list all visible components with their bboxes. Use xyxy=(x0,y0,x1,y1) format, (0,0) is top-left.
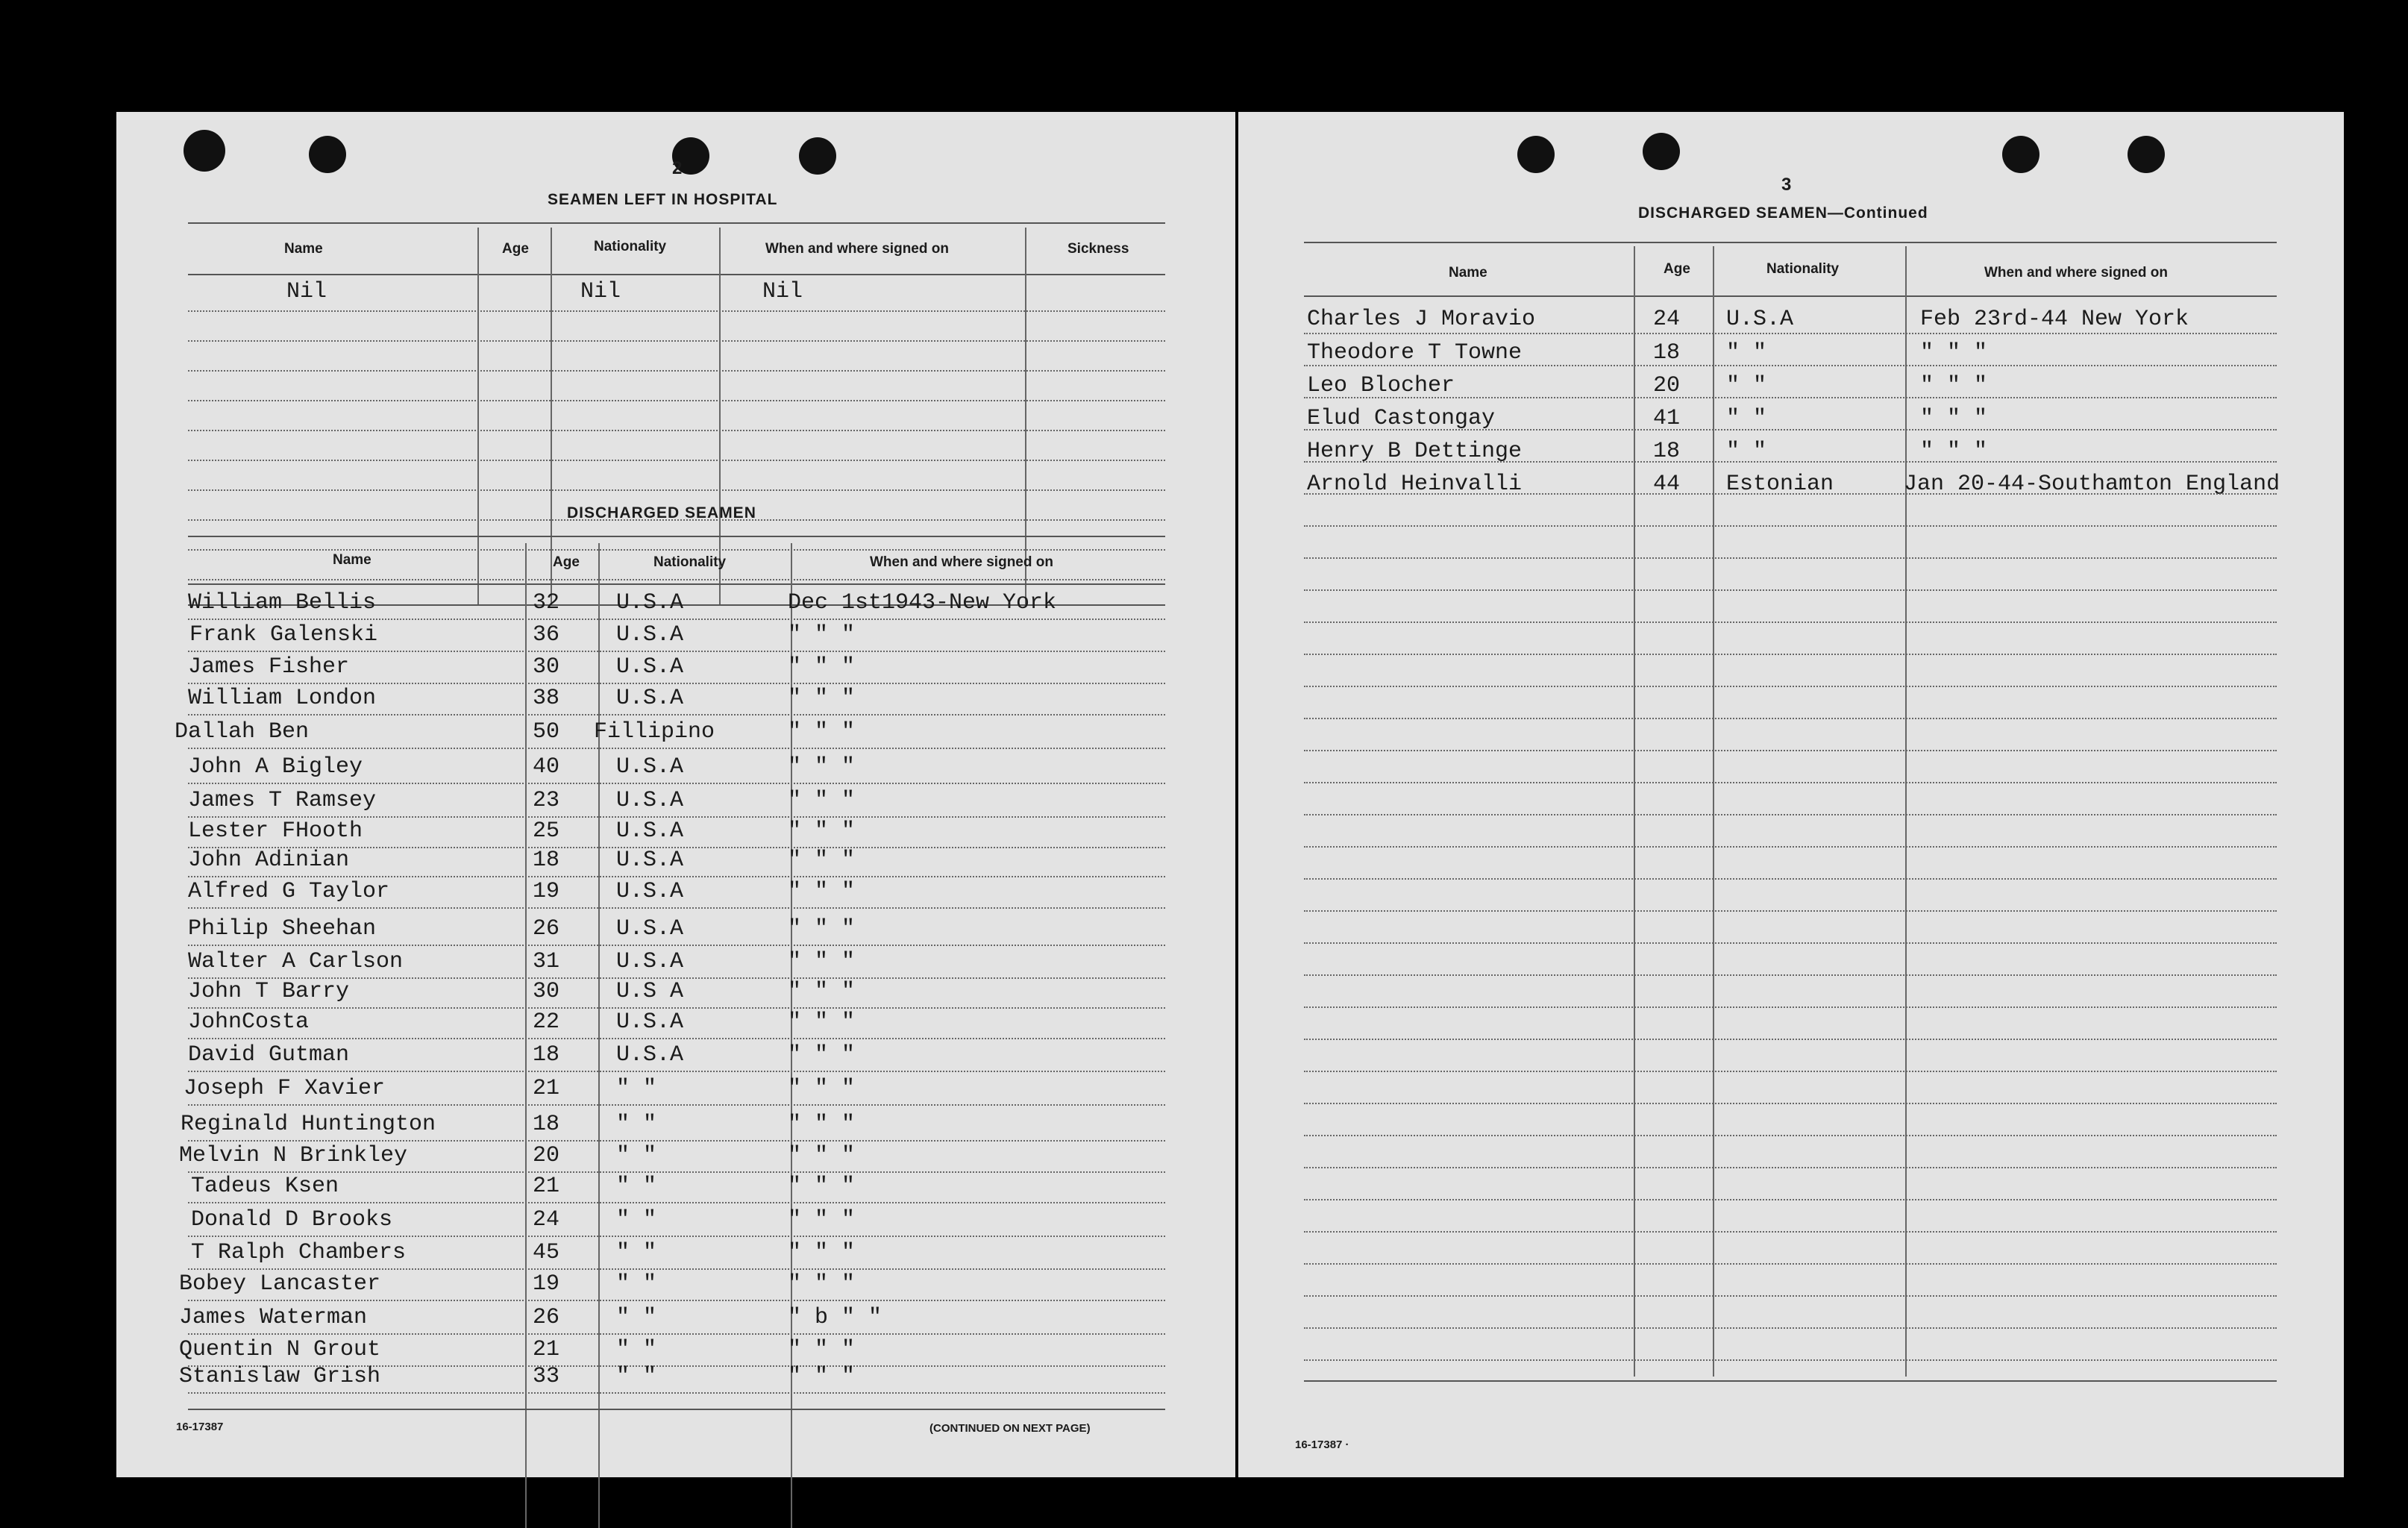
seaman-name: T Ralph Chambers xyxy=(191,1240,407,1265)
row-rule xyxy=(1304,1199,2277,1200)
hospital-col-name: Name xyxy=(284,241,323,257)
hospital-col-signed-on: When and where signed on xyxy=(765,241,949,257)
seaman-nationality: Estonian xyxy=(1726,472,1834,497)
row-rule xyxy=(1304,1071,2277,1072)
table-row xyxy=(116,945,1235,977)
seaman-age: 20 xyxy=(1653,373,1681,398)
table-row xyxy=(116,974,1235,1007)
table-row xyxy=(116,1071,1235,1104)
seaman-nationality: " " xyxy=(616,1207,657,1233)
hospital-row xyxy=(116,275,1235,307)
row-rule xyxy=(188,1104,1165,1106)
seaman-age: 30 xyxy=(533,654,560,680)
table-row xyxy=(116,650,1235,683)
row-rule xyxy=(188,460,1165,461)
hospital-nationality: Nil xyxy=(580,279,621,304)
signed-on: " b " " xyxy=(788,1305,882,1330)
signed-on: " " " xyxy=(788,1337,856,1362)
signed-on: " " " xyxy=(788,979,856,1004)
seaman-age: 19 xyxy=(533,1271,560,1297)
row-rule xyxy=(1304,589,2277,591)
punch-hole xyxy=(184,130,225,172)
seaman-name: Melvin N Brinkley xyxy=(179,1143,408,1168)
seaman-age: 41 xyxy=(1653,406,1681,431)
row-rule xyxy=(1304,1167,2277,1168)
seaman-name: John A Bigley xyxy=(188,754,363,780)
seaman-age: 33 xyxy=(533,1364,560,1389)
signed-on: " " " xyxy=(788,848,856,873)
right-col-signed-on: When and where signed on xyxy=(1984,265,2168,281)
right-page xyxy=(1238,112,2344,1477)
punch-hole xyxy=(1643,133,1680,170)
row-rule xyxy=(188,549,1165,551)
row-rule xyxy=(1304,1039,2277,1040)
signed-on: " " " xyxy=(788,1271,856,1297)
row-rule xyxy=(1304,333,2277,334)
seaman-age: 50 xyxy=(533,719,560,745)
seaman-age: 18 xyxy=(1653,340,1681,366)
discharged-continued-title: DISCHARGED SEAMEN—Continued xyxy=(1638,204,1928,222)
seaman-nationality: " " xyxy=(616,1364,657,1389)
seaman-nationality: " " xyxy=(1726,439,1767,464)
table-row xyxy=(116,1359,1235,1392)
seaman-name: Elud Castongay xyxy=(1307,406,1496,431)
row-rule xyxy=(1304,1103,2277,1104)
row-rule xyxy=(1304,910,2277,912)
table-row xyxy=(116,618,1235,651)
seaman-nationality: U.S.A xyxy=(616,788,684,813)
table-row xyxy=(116,681,1235,714)
punch-hole xyxy=(2128,136,2165,173)
seaman-age: 18 xyxy=(533,1112,560,1137)
seaman-name: Philip Sheehan xyxy=(188,916,377,942)
seaman-age: 32 xyxy=(533,590,560,616)
row-rule xyxy=(1304,878,2277,880)
signed-on: " " " xyxy=(788,818,856,844)
discharged-col-nationality: Nationality xyxy=(653,554,727,570)
continued-note: (CONTINUED ON NEXT PAGE) xyxy=(929,1422,1091,1435)
row-rule xyxy=(1304,493,2277,495)
hospital-signed-on: Nil xyxy=(762,279,803,304)
row-rule xyxy=(1304,1359,2277,1361)
row-rule xyxy=(1304,686,2277,687)
row-rule xyxy=(1304,397,2277,398)
seaman-nationality: " " xyxy=(616,1076,657,1101)
seaman-age: 36 xyxy=(533,622,560,648)
seaman-name: Henry B Dettinge xyxy=(1307,439,1523,464)
row-rule xyxy=(1304,974,2277,976)
seaman-age: 21 xyxy=(533,1337,560,1362)
right-header-bottom xyxy=(1304,295,2277,297)
seaman-name: Joseph F Xavier xyxy=(184,1076,386,1101)
table-row xyxy=(116,750,1235,783)
seaman-name: Walter A Carlson xyxy=(188,949,404,974)
signed-on: " " " xyxy=(788,949,856,974)
seaman-nationality: " " xyxy=(616,1240,657,1265)
seaman-age: 26 xyxy=(533,1305,560,1330)
signed-on: " " " xyxy=(788,754,856,780)
row-rule xyxy=(188,310,1165,312)
row-rule xyxy=(1304,1135,2277,1136)
discharged-table-bottom xyxy=(188,1409,1165,1410)
table-row xyxy=(116,1139,1235,1171)
row-rule xyxy=(1304,461,2277,463)
table-row xyxy=(116,912,1235,945)
row-rule xyxy=(1304,942,2277,944)
seaman-name: Tadeus Ksen xyxy=(191,1174,339,1199)
seaman-name: Stanislaw Grish xyxy=(179,1364,381,1389)
hospital-table-top xyxy=(188,222,1165,224)
seaman-nationality: U.S A xyxy=(616,979,684,1004)
table-row xyxy=(116,1300,1235,1333)
signed-on: " " " xyxy=(788,1364,856,1389)
table-row xyxy=(116,1203,1235,1236)
seaman-nationality: " " xyxy=(616,1174,657,1199)
right-table-top xyxy=(1304,242,2277,243)
signed-on: " " " xyxy=(788,1112,856,1137)
signed-on: " " " xyxy=(1920,406,1988,431)
seaman-name: Charles J Moravio xyxy=(1307,307,1536,332)
row-rule xyxy=(188,489,1165,491)
seaman-age: 18 xyxy=(533,1042,560,1068)
seaman-nationality: U.S.A xyxy=(616,1042,684,1068)
punch-hole xyxy=(309,136,346,173)
discharged-header-bottom xyxy=(188,583,1165,585)
signed-on: " " " xyxy=(788,879,856,904)
seaman-nationality: " " xyxy=(616,1305,657,1330)
right-table-bottom xyxy=(1304,1380,2277,1382)
row-rule xyxy=(1304,1327,2277,1329)
seaman-name: James Fisher xyxy=(188,654,350,680)
table-row xyxy=(116,586,1235,619)
seaman-nationality: " " xyxy=(1726,406,1767,431)
seaman-name: William Bellis xyxy=(188,590,377,616)
row-rule xyxy=(1304,557,2277,559)
discharged-table-top xyxy=(188,536,1165,537)
table-row xyxy=(116,1005,1235,1038)
seaman-name: Lester FHooth xyxy=(188,818,363,844)
seaman-nationality: U.S.A xyxy=(616,848,684,873)
left-page xyxy=(116,112,1235,1477)
table-row xyxy=(116,783,1235,816)
discharged-col-age: Age xyxy=(553,554,580,570)
hospital-col-age: Age xyxy=(502,241,529,257)
signed-on: Dec 1st1943-New York xyxy=(788,590,1057,616)
seaman-nationality: U.S.A xyxy=(616,654,684,680)
seaman-name: Donald D Brooks xyxy=(191,1207,393,1233)
seaman-nationality: " " xyxy=(616,1337,657,1362)
seaman-name: John Adinian xyxy=(188,848,350,873)
signed-on: " " " xyxy=(788,654,856,680)
seaman-name: John T Barry xyxy=(188,979,350,1004)
seaman-nationality: U.S.A xyxy=(616,916,684,942)
seaman-nationality: U.S.A xyxy=(1726,307,1794,332)
row-rule xyxy=(1304,718,2277,719)
right-col-age: Age xyxy=(1664,261,1690,277)
row-rule xyxy=(1304,782,2277,783)
hospital-name: Nil xyxy=(286,279,327,304)
row-rule xyxy=(188,370,1165,372)
table-row xyxy=(116,843,1235,876)
row-rule xyxy=(188,579,1165,580)
seaman-age: 38 xyxy=(533,686,560,711)
hospital-col-sickness: Sickness xyxy=(1067,241,1129,257)
row-rule xyxy=(1304,1263,2277,1265)
seaman-name: David Gutman xyxy=(188,1042,350,1068)
form-code: 16-17387 · xyxy=(1295,1438,1349,1451)
right-col-name: Name xyxy=(1449,265,1487,281)
seaman-nationality: U.S.A xyxy=(616,754,684,780)
seaman-name: Leo Blocher xyxy=(1307,373,1455,398)
seaman-age: 30 xyxy=(533,979,560,1004)
seaman-nationality: Fillipino xyxy=(594,719,715,745)
row-rule xyxy=(1304,525,2277,527)
seaman-age: 31 xyxy=(533,949,560,974)
seaman-nationality: U.S.A xyxy=(616,1009,684,1035)
row-rule xyxy=(1304,814,2277,815)
signed-on: " " " xyxy=(1920,439,1988,464)
seaman-name: JohnCosta xyxy=(188,1009,310,1035)
row-rule xyxy=(188,1392,1165,1394)
row-rule xyxy=(188,340,1165,342)
seaman-name: James Waterman xyxy=(179,1305,368,1330)
form-code: 16-17387 xyxy=(176,1421,224,1433)
signed-on: " " " xyxy=(1920,373,1988,398)
seaman-age: 20 xyxy=(533,1143,560,1168)
hospital-title: SEAMEN LEFT IN HOSPITAL xyxy=(548,191,778,208)
seaman-name: Alfred G Taylor xyxy=(188,879,390,904)
signed-on: " " " xyxy=(788,916,856,942)
seaman-age: 19 xyxy=(533,879,560,904)
row-rule xyxy=(188,748,1165,749)
table-row xyxy=(116,1107,1235,1140)
seaman-nationality: U.S.A xyxy=(616,686,684,711)
seaman-age: 44 xyxy=(1653,472,1681,497)
row-rule xyxy=(188,430,1165,431)
seaman-nationality: U.S.A xyxy=(616,590,684,616)
table-row xyxy=(116,874,1235,907)
seaman-age: 40 xyxy=(533,754,560,780)
row-rule xyxy=(1304,654,2277,655)
right-col-nationality: Nationality xyxy=(1766,261,1840,277)
seaman-name: Frank Galenski xyxy=(189,622,378,648)
seaman-nationality: U.S.A xyxy=(616,818,684,844)
discharged-col-name: Name xyxy=(333,552,371,568)
seaman-age: 23 xyxy=(533,788,560,813)
seaman-nationality: U.S.A xyxy=(616,879,684,904)
signed-on: " " " xyxy=(788,788,856,813)
seaman-name: Arnold Heinvalli xyxy=(1307,472,1523,497)
punch-hole xyxy=(2002,136,2039,173)
signed-on: " " " xyxy=(788,1143,856,1168)
seaman-age: 21 xyxy=(533,1174,560,1199)
seaman-age: 45 xyxy=(533,1240,560,1265)
row-rule xyxy=(1304,1231,2277,1233)
seaman-age: 24 xyxy=(533,1207,560,1233)
table-row xyxy=(1238,302,2344,335)
seaman-name: Theodore T Towne xyxy=(1307,340,1523,366)
seaman-name: James T Ramsey xyxy=(188,788,377,813)
seaman-nationality: " " xyxy=(1726,373,1767,398)
seaman-age: 24 xyxy=(1653,307,1681,332)
discharged-title: DISCHARGED SEAMEN xyxy=(567,504,756,522)
signed-on: " " " xyxy=(788,1076,856,1101)
seaman-age: 22 xyxy=(533,1009,560,1035)
hospital-col-nationality: Nationality xyxy=(594,239,667,254)
row-rule xyxy=(188,907,1165,909)
signed-on: " " " xyxy=(788,622,856,648)
table-row xyxy=(116,1038,1235,1071)
seaman-name: Quentin N Grout xyxy=(179,1337,381,1362)
table-row xyxy=(1238,467,2344,500)
seaman-nationality: " " xyxy=(616,1112,657,1137)
signed-on: Jan 20-44-Southamton England xyxy=(1904,472,2280,497)
seaman-age: 21 xyxy=(533,1076,560,1101)
row-rule xyxy=(1304,750,2277,751)
signed-on: " " " xyxy=(788,1009,856,1035)
punch-hole xyxy=(1517,136,1555,173)
seaman-nationality: " " xyxy=(616,1143,657,1168)
row-rule xyxy=(1304,365,2277,366)
seaman-age: 18 xyxy=(1653,439,1681,464)
table-row xyxy=(116,1169,1235,1202)
seaman-name: Bobey Lancaster xyxy=(179,1271,381,1297)
table-row xyxy=(1238,336,2344,369)
signed-on: " " " xyxy=(788,1207,856,1233)
table-row xyxy=(116,715,1235,748)
table-row xyxy=(116,814,1235,847)
seaman-name: Reginald Huntington xyxy=(181,1112,436,1137)
table-row xyxy=(116,1267,1235,1300)
table-row xyxy=(116,1236,1235,1268)
signed-on: Feb 23rd-44 New York xyxy=(1920,307,2189,332)
seaman-age: 25 xyxy=(533,818,560,844)
page-number: 3 xyxy=(1781,175,1792,195)
row-rule xyxy=(1304,1295,2277,1297)
seaman-nationality: U.S.A xyxy=(616,949,684,974)
seaman-name: William London xyxy=(188,686,377,711)
row-rule xyxy=(1304,846,2277,848)
seaman-nationality: " " xyxy=(1726,340,1767,366)
page-number: 2 xyxy=(672,158,683,178)
seaman-nationality: U.S.A xyxy=(616,622,684,648)
signed-on: " " " xyxy=(788,719,856,745)
row-rule xyxy=(1304,621,2277,623)
row-rule xyxy=(188,400,1165,401)
seaman-age: 26 xyxy=(533,916,560,942)
row-rule xyxy=(1304,429,2277,430)
signed-on: " " " xyxy=(788,686,856,711)
punch-hole xyxy=(799,137,836,175)
seaman-nationality: " " xyxy=(616,1271,657,1297)
seaman-age: 18 xyxy=(533,848,560,873)
signed-on: " " " xyxy=(788,1174,856,1199)
signed-on: " " " xyxy=(1920,340,1988,366)
seaman-name: Dallah Ben xyxy=(175,719,310,745)
discharged-col-signed-on: When and where signed on xyxy=(870,554,1053,570)
row-rule xyxy=(1304,1006,2277,1008)
signed-on: " " " xyxy=(788,1240,856,1265)
signed-on: " " " xyxy=(788,1042,856,1068)
